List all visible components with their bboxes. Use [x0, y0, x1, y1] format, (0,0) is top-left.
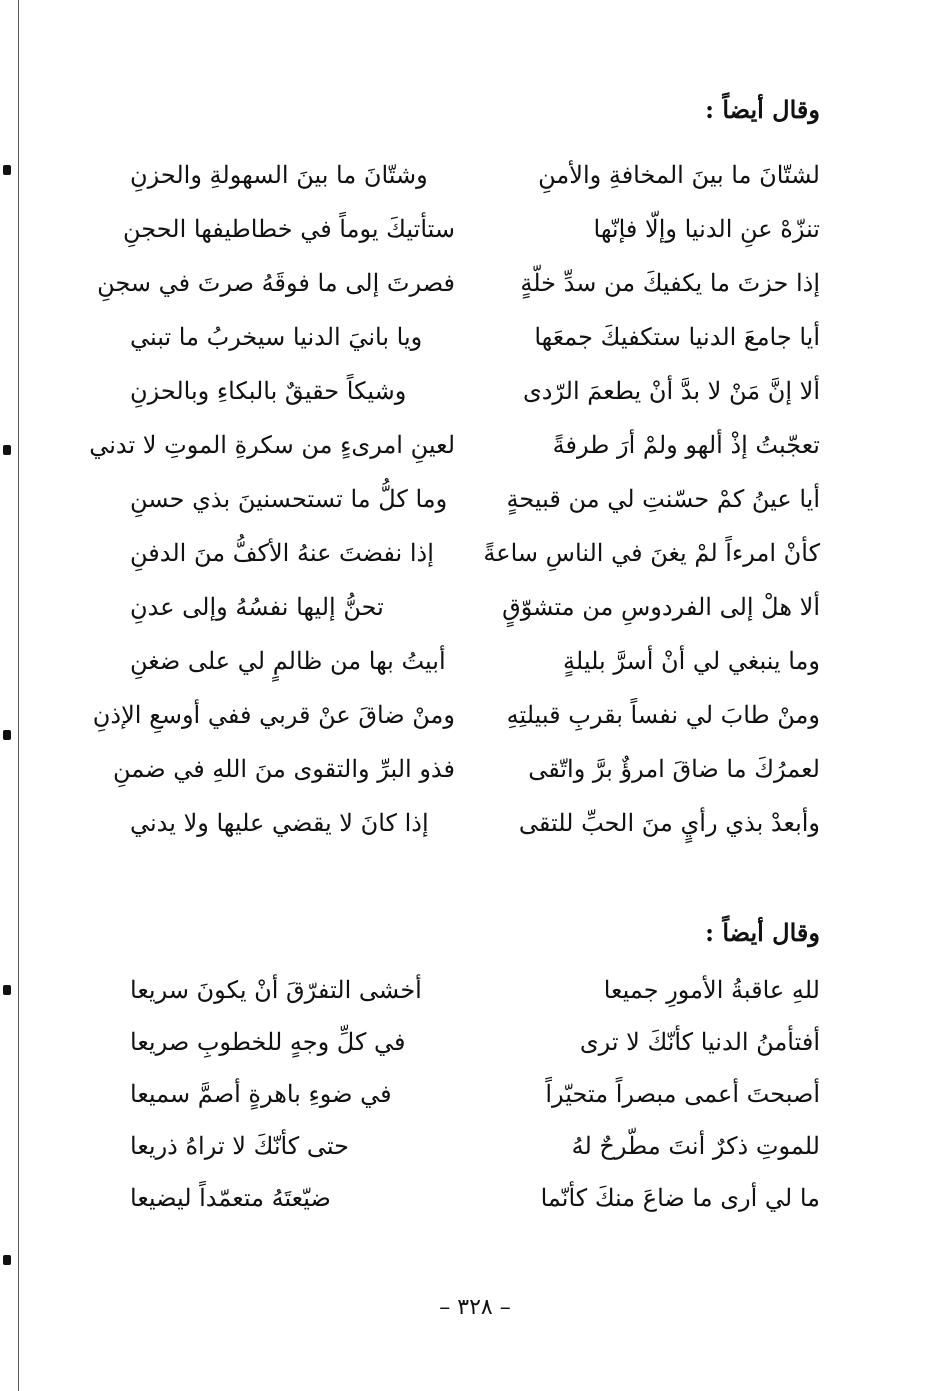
first-hemistich: وأبعدْ بذي رأيٍ منَ الحبِّ للتقى — [518, 809, 820, 837]
section-heading: وقال أيضاً : — [705, 95, 820, 124]
verse-line — [123, 202, 820, 256]
first-hemistich: أصبحتَ أعمى مبصراً متحيّراً — [545, 1080, 820, 1108]
verse-line — [113, 742, 820, 796]
second-hemistich: فصرتَ إلى ما فوقَهُ صرتَ في سجنِ — [97, 269, 455, 297]
verse-line — [130, 310, 820, 364]
second-hemistich: ومنْ ضاقَ عنْ قربي ففي أوسعِ الإذنِ — [92, 701, 455, 729]
poem-stanza — [89, 148, 820, 850]
first-hemistich: لشتّانَ ما بينَ المخافةِ والأمنِ — [538, 161, 820, 189]
first-hemistich: ما لي أرى ما ضاعَ منكَ كأنّما — [540, 1184, 820, 1212]
second-hemistich: ويا بانيَ الدنيا سيخربُ ما تبني — [130, 323, 423, 351]
second-hemistich: تحنُّ إليها نفسُهُ وإلى عدنِ — [130, 593, 384, 621]
second-hemistich: أخشى التفرّقَ أنْ يكونَ سريعا — [130, 976, 422, 1004]
verse-line — [130, 148, 820, 202]
poem-stanza — [130, 964, 820, 1224]
verse-line — [130, 1068, 820, 1120]
second-hemistich: حتى كأنّكَ لا تراهُ ذريعا — [130, 1132, 349, 1160]
second-hemistich: ستأتيكَ يوماً في خطاطيفها الحجنِ — [123, 215, 455, 243]
second-hemistich: ضيّعتَهُ متعمّداً ليضيعا — [130, 1184, 331, 1212]
first-hemistich: للموتِ ذكرٌ أنتَ مطّرحٌ لهُ — [571, 1132, 820, 1160]
verse-line — [130, 1120, 820, 1172]
verse-line — [130, 526, 820, 580]
second-hemistich: إذا نفضتَ عنهُ الأكفُّ منَ الدفنِ — [130, 539, 434, 567]
second-hemistich: في كلِّ وجهٍ للخطوبِ صريعا — [130, 1028, 406, 1056]
book-page — [89, 90, 820, 1330]
first-hemistich: كأنْ امرءاً لمْ يغنَ في الناسِ ساعةً — [483, 539, 820, 567]
scan-binding-mark — [3, 1255, 11, 1265]
second-hemistich: وشيكاً حقيقٌ بالبكاءِ وبالحزنِ — [130, 377, 407, 405]
verse-line — [89, 418, 820, 472]
second-hemistich: وما كلُّ ما تستحسنينَ بذي حسنِ — [130, 485, 448, 513]
first-hemistich: أفتأمنُ الدنيا كأنّكَ لا ترى — [579, 1028, 820, 1056]
first-hemistich: للهِ عاقبةُ الأمورِ جميعا — [603, 976, 820, 1004]
second-hemistich: وشتّانَ ما بينَ السهولةِ والحزنِ — [130, 161, 428, 189]
first-hemistich: ألا هلْ إلى الفردوسِ من متشوّقٍ — [502, 593, 820, 621]
scan-binding-mark — [3, 985, 11, 995]
scan-binding-mark — [3, 730, 11, 740]
first-hemistich: أيا جامعَ الدنيا ستكفيكَ جمعَها — [534, 323, 820, 351]
verse-line — [130, 796, 820, 850]
first-hemistich: ألا إنَّ مَنْ لا بدَّ أنْ يطعمَ الرّدى — [522, 377, 820, 405]
verse-line — [97, 256, 820, 310]
first-hemistich: أيا عينُ كمْ حسّنتِ لي من قبيحةٍ — [506, 485, 820, 513]
second-hemistich: في ضوءِ باهرةٍ أصمَّ سميعا — [130, 1080, 392, 1108]
second-hemistich: فذو البرِّ والتقوى منَ اللهِ في ضمنِ — [113, 755, 455, 783]
verse-line — [130, 472, 820, 526]
verse-line — [130, 634, 820, 688]
section-heading: وقال أيضاً : — [705, 918, 820, 947]
first-hemistich: تعجّبتُ إذْ ألهو ولمْ أرَ طرفةً — [552, 431, 820, 459]
verse-line — [130, 1172, 820, 1224]
scan-binding-mark — [3, 165, 11, 175]
second-hemistich: لعينِ امرىءٍ من سكرةِ الموتِ لا تدني — [89, 431, 455, 459]
first-hemistich: تنزّهْ عنِ الدنيا وإلّا فإنّها — [593, 215, 820, 243]
scan-edge-line — [18, 0, 19, 1391]
verse-line — [130, 364, 820, 418]
page-number: – ٣٢٨ – — [439, 1295, 511, 1320]
verse-line — [130, 580, 820, 634]
first-hemistich: وما ينبغي لي أنْ أسرَّ بليلةٍ — [563, 647, 820, 675]
verse-line — [130, 964, 820, 1016]
verse-line — [92, 688, 820, 742]
first-hemistich: إذا حزتَ ما يكفيكَ من سدِّ خلّةٍ — [520, 269, 820, 297]
first-hemistich: ومنْ طابَ لي نفساً بقربِ قبيلتِهِ — [506, 701, 820, 729]
first-hemistich: لعمرُكَ ما ضاقَ امرؤٌ برَّ واتّقى — [528, 755, 820, 783]
second-hemistich: أبيتُ بها من ظالمٍ لي على ضغنِ — [130, 647, 446, 675]
scan-binding-mark — [3, 445, 11, 455]
verse-line — [130, 1016, 820, 1068]
second-hemistich: إذا كانَ لا يقضي عليها ولا يدني — [130, 809, 429, 837]
